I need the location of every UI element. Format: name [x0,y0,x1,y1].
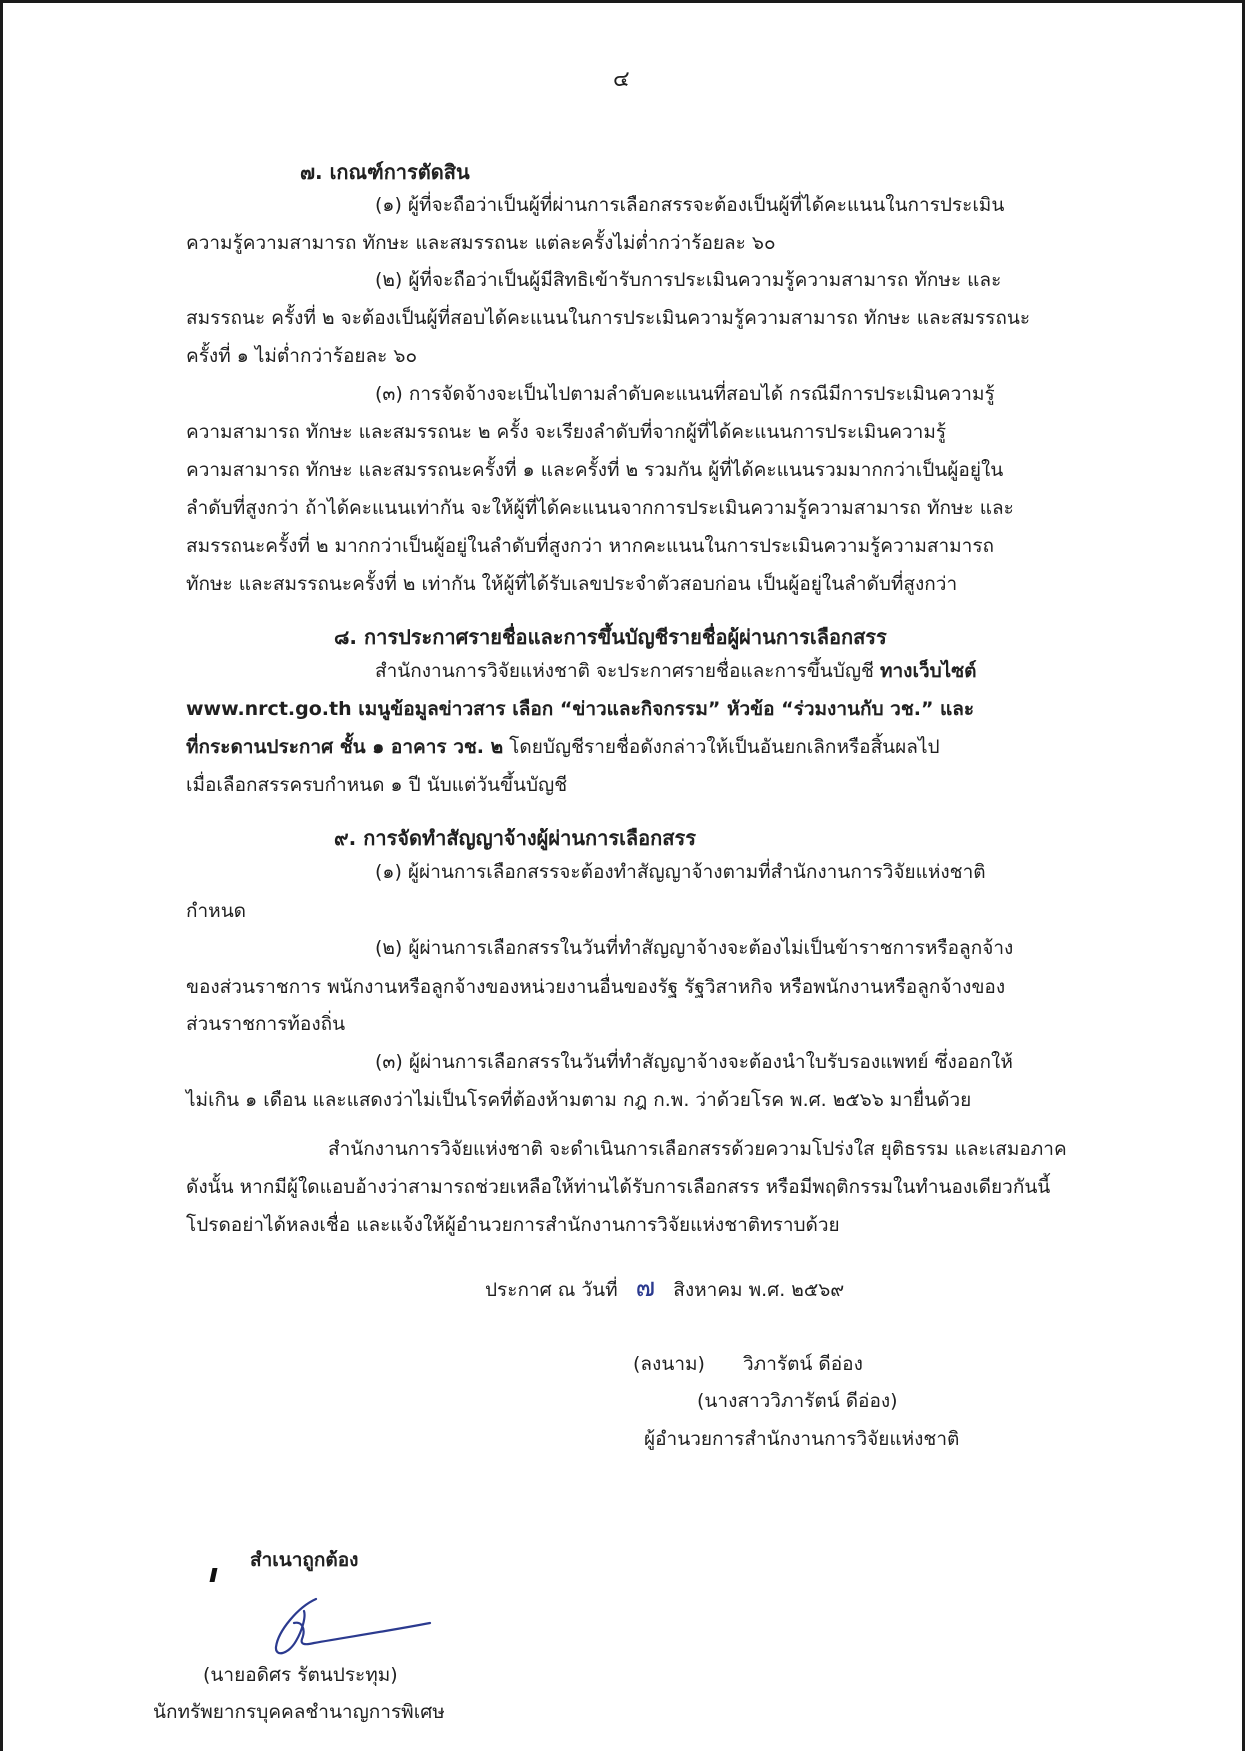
section-8-website-label: ทางเว็บไซต์ [879,660,977,682]
section-7-item-2-line-3: ครั้งที่ ๑ ไม่ต่ำกว่าร้อยละ ๖๐ [186,345,418,367]
section-8-line-3 [186,735,940,759]
signed-name: วิภารัตน์ ดีอ่อง [743,1353,863,1375]
closing-line-2: ดังนั้น หากมีผู้ใดแอบอ้างว่าสามารถช่วยเหลือให้ท่านได้รับการเลือกสรร หรือมีพฤติกรรมในทำนองเดียวกันนี้ [186,1176,1051,1198]
section-7-item-1-line-2: ความรู้ความสามารถ ทักษะ และสมรรถนะ แต่ละครั้งไม่ต่ำกว่าร้อยละ ๖๐ [186,232,776,254]
section-7-item-3-line-6: ทักษะ และสมรรถนะครั้งที่ ๒ เท่ากัน ให้ผู้ที่ได้รับเลขประจำตัวสอบก่อน เป็นผู้อยู่ในลำดับที่สูงกว่า [186,573,958,595]
section-9-item-3-line-2: ไม่เกิน ๑ เดือน และแสดงว่าไม่เป็นโรคที่ต้องห้ามตาม กฎ ก.พ. ว่าด้วยโรค พ.ศ. ๒๕๖๖ มายื่นด้วย [186,1089,972,1111]
section-9-item-1-line-2: กำหนด [186,900,247,922]
section-7-item-3-line-5: สมรรถนะครั้งที่ ๒ มากกว่าเป็นผู้อยู่ในลำดับที่สูงกว่า หากคะแนนในการประเมินความรู้ความสามารถ [186,535,995,557]
section-8-line-4: เมื่อเลือกสรรครบกำหนด ๑ ปี นับแต่วันขึ้นบัญชี [186,774,568,796]
section-8-line-2: www.nrct.go.th เมนูข้อมูลข่าวสาร เลือก “ข่าวและกิจกรรม” หัวข้อ “ร่วมงานกับ วช.” และ [186,698,975,720]
section-8-board-label: ที่กระดานประกาศ ชั้น ๑ อาคาร วช. ๒ [186,736,504,758]
section-8-line-3-text: โดยบัญชีรายชื่อดังกล่าวให้เป็นอันยกเลิกหรือสิ้นผลไป [503,736,940,758]
section-8-heading: ๘. การประกาศรายชื่อและการขึ้นบัญชีรายชื่อผู้ผ่านการเลือกสรร [334,625,887,649]
director-position: ผู้อำนวยการสำนักงานการวิจัยแห่งชาติ [644,1428,960,1450]
closing-line-3: โปรดอย่าได้หลงเชื่อ และแจ้งให้ผู้อำนวยการสำนักงานการวิจัยแห่งชาติทราบด้วย [186,1214,840,1236]
certified-copy-label: สำเนาถูกต้อง [250,1549,359,1571]
signed-label: (ลงนาม) [633,1353,705,1375]
certifier-position: นักทรัพยากรบุคคลชำนาญการพิเศษ [153,1701,445,1723]
section-9-heading: ๙. การจัดทำสัญญาจ้างผู้ผ่านการเลือกสรร [334,826,696,850]
certifier-name: (นายอดิศร รัตนประทุม) [203,1664,398,1686]
handwritten-signature [258,1593,438,1663]
section-7-heading: ๗. เกณฑ์การตัดสิน [300,160,470,184]
section-9-item-1-line-1: (๑) ผู้ผ่านการเลือกสรรจะต้องทำสัญญาจ้างตามที่สำนักงานการวิจัยแห่งชาติ [375,861,986,883]
director-full-name: (นางสาววิภารัตน์ ดีอ่อง) [697,1390,898,1412]
section-7-item-3-line-4: ลำดับที่สูงกว่า ถ้าได้คะแนนเท่ากัน จะให้ผู้ที่ได้คะแนนจากการประเมินความรู้ความสามารถ ทักษะ และ [186,497,1014,519]
section-7-item-1-line-1: (๑) ผู้ที่จะถือว่าเป็นผู้ที่ผ่านการเลือกสรรจะต้องเป็นผู้ที่ได้คะแนนในการประเมิน [375,194,1005,216]
section-9-item-2-line-2: ของส่วนราชการ พนักงานหรือลูกจ้างของหน่วยงานอื่นของรัฐ รัฐวิสาหกิจ หรือพนักงานหรือลูกจ้างของ [186,976,1006,998]
section-7-item-3-line-1: (๓) การจัดจ้างจะเป็นไปตามลำดับคะแนนที่สอบได้ กรณีมีการประเมินความรู้ [375,383,995,405]
section-7-item-3-line-3: ความสามารถ ทักษะ และสมรรถนะครั้งที่ ๑ และครั้งที่ ๒ รวมกัน ผู้ที่ได้คะแนนรวมมากกว่าเป็นผู้อยู่ใน [186,459,1004,481]
section-8-line-1 [375,659,976,683]
announcement-prefix: ประกาศ ณ วันที่ [485,1279,618,1301]
closing-line-1: สำนักงานการวิจัยแห่งชาติ จะดำเนินการเลือกสรรด้วยความโปร่งใส ยุติธรรม และเสมอภาค [328,1138,1067,1160]
scan-mark [210,1568,218,1582]
section-9-item-2-line-1: (๒) ผู้ผ่านการเลือกสรรในวันที่ทำสัญญาจ้างจะต้องไม่เป็นข้าราชการหรือลูกจ้าง [375,937,1014,959]
section-9-item-3-line-1: (๓) ผู้ผ่านการเลือกสรรในวันที่ทำสัญญาจ้างจะต้องนำใบรับรองแพทย์ ซึ่งออกให้ [375,1051,1013,1073]
section-9-item-2-line-3: ส่วนราชการท้องถิ่น [186,1013,346,1035]
announcement-date [485,1273,845,1303]
page-number: ๔ [613,67,630,92]
handwritten-day: ๗ [635,1273,656,1303]
section-8-line-1-text: สำนักงานการวิจัยแห่งชาติ จะประกาศรายชื่อและการขึ้นบัญชี [375,660,880,682]
section-7-item-3-line-2: ความสามารถ ทักษะ และสมรรถนะ ๒ ครั้ง จะเรียงลำดับที่จากผู้ที่ได้คะแนนการประเมินความรู้ [186,421,947,443]
section-7-item-2-line-1: (๒) ผู้ที่จะถือว่าเป็นผู้มีสิทธิเข้ารับการประเมินความรู้ความสามารถ ทักษะ และ [375,269,1002,291]
section-7-item-2-line-2: สมรรถนะ ครั้งที่ ๒ จะต้องเป็นผู้ที่สอบได้คะแนนในการประเมินความรู้ความสามารถ ทักษะ และสมรรถนะ [186,307,1031,329]
announcement-suffix: สิงหาคม พ.ศ. ๒๕๖๙ [673,1279,845,1301]
